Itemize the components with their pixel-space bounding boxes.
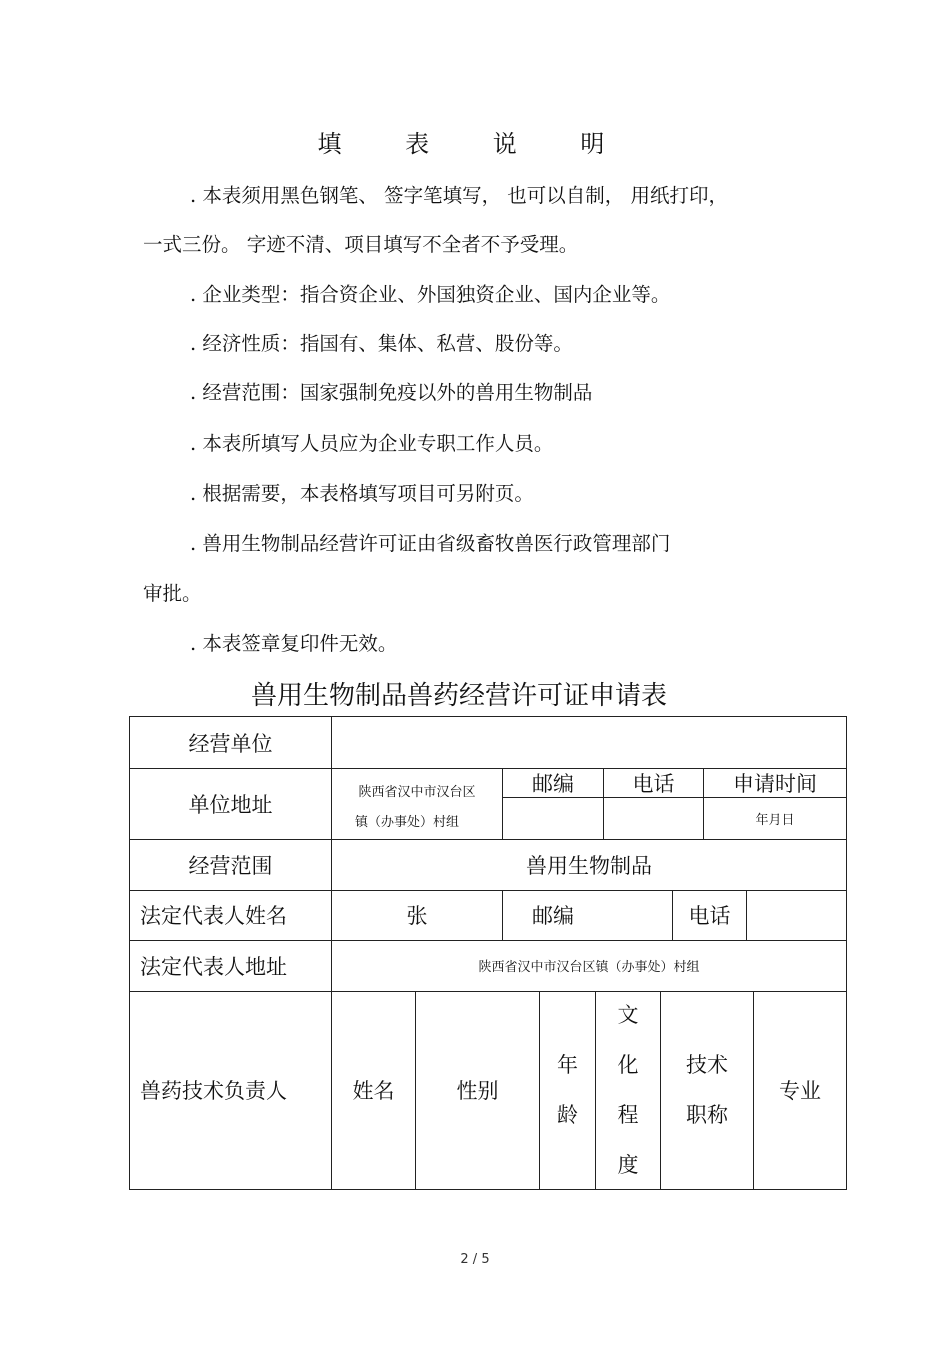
- legal-postcode-label: 邮编: [532, 904, 574, 928]
- tech-lead-label: 兽药技术负责人: [140, 1079, 287, 1103]
- legal-name-value: 张: [406, 904, 428, 928]
- address-label: 单位地址: [188, 792, 273, 817]
- instruction-line-1: . 本表须用黑色钢笔、 签字笔填写， 也可以自制， 用纸打印，: [190, 184, 728, 207]
- education-label: [596, 991, 660, 1189]
- phone-value-cell[interactable]: [604, 798, 703, 839]
- postcode-value-cell[interactable]: [503, 798, 603, 839]
- education-char: 程: [617, 1103, 639, 1127]
- instruction-line-2: . 企业类型：指合资企业、外国独资企业、国内企业等。: [190, 283, 671, 306]
- unit-label: 经营单位: [188, 731, 273, 756]
- instruction-line-5: . 本表所填写人员应为企业专职工作人员。: [190, 432, 554, 455]
- address-value-line-1: 陕西省汉中市汉台区: [358, 784, 476, 800]
- postcode-label: 邮编: [532, 771, 574, 796]
- apply-time-label: 申请时间: [733, 771, 817, 796]
- scope-value: 兽用生物制品: [526, 853, 652, 878]
- legal-address-value: 陕西省汉中市汉台区镇（办事处）村组: [478, 960, 700, 975]
- education-char: 度: [617, 1153, 639, 1177]
- tech-title-line: 技术: [686, 1053, 728, 1077]
- legal-postcode-value-cell[interactable]: [604, 890, 672, 940]
- gender-label: 性别: [456, 1079, 499, 1103]
- instruction-line-8: . 本表签章复印件无效。: [190, 632, 398, 655]
- instruction-line-1-cont: 一式三份。 字迹不清、项目填写不全者不予受理。: [143, 233, 579, 256]
- education-char: 文: [617, 1003, 639, 1027]
- instruction-line-7-cont: 审批。: [143, 582, 202, 605]
- instructions-title: 填 表 说 明: [317, 130, 633, 158]
- application-form-table: [129, 716, 847, 1190]
- instruction-line-7: . 兽用生物制品经营许可证由省级畜牧兽医行政管理部门: [190, 532, 671, 555]
- page-number: 2 / 5: [460, 1252, 490, 1267]
- legal-phone-value-cell[interactable]: [747, 890, 846, 940]
- name-label: 姓名: [352, 1079, 395, 1103]
- instruction-line-6: . 根据需要，本表格填写项目可另附页。: [190, 482, 534, 505]
- legal-name-label: 法定代表人姓名: [140, 904, 287, 928]
- age-label: [540, 991, 595, 1189]
- major-label: 专业: [779, 1079, 821, 1103]
- instruction-line-3: . 经济性质：指国有、集体、私营、股份等。: [190, 332, 573, 355]
- age-char: 龄: [557, 1103, 578, 1127]
- tech-title-label: [661, 991, 753, 1189]
- legal-address-label: 法定代表人地址: [140, 954, 287, 979]
- form-title: 兽用生物制品兽药经营许可证申请表: [250, 681, 667, 711]
- legal-phone-label: 电话: [688, 904, 731, 928]
- tech-title-line: 职称: [686, 1103, 728, 1127]
- unit-value-cell[interactable]: [332, 717, 846, 768]
- apply-time-value: 年月日: [755, 813, 795, 828]
- education-char: 化: [617, 1053, 639, 1077]
- phone-label: 电话: [632, 771, 675, 796]
- age-char: 年: [557, 1053, 578, 1077]
- instruction-line-4: . 经营范围：国家强制免疫以外的兽用生物制品: [190, 381, 593, 404]
- address-value-line-2: 镇（办事处）村组: [354, 814, 459, 830]
- scope-label: 经营范围: [188, 853, 273, 878]
